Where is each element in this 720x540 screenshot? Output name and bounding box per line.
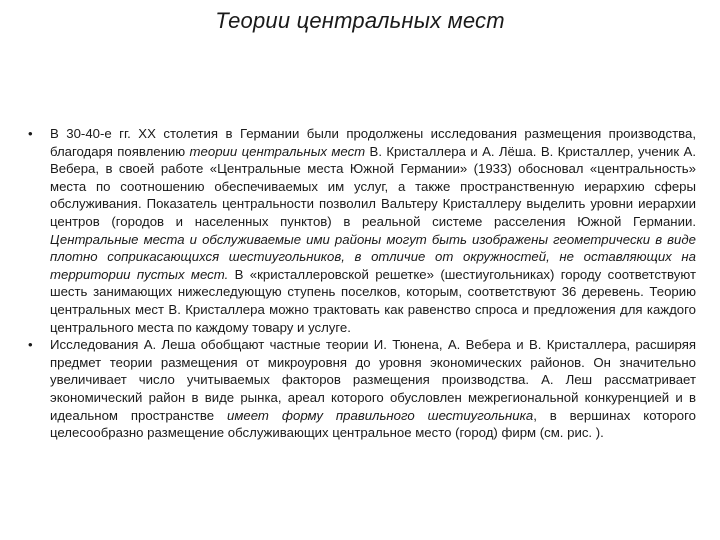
- bullet-item-2: [28, 336, 696, 442]
- text-segment: В «кристаллеровской решетке» (шестиугольниках) городу соответствуют шесть занимающих нижеследующую ступень поселков, которым, соответствуют 36 деревень. Теорию центральных мест В. Кристаллера можно трактовать как равенство спроса и предложения для каждого центрального места по каждому товару и услуге.: [50, 266, 697, 335]
- italic-statement: Центральные места и обслуживаемые ими районы могут быть изображены геометрически в виде плотно соприкасающихся шестиугольников, в отличие от окружностей, не оставляющих на территории пустых мест.: [50, 231, 696, 282]
- text-segment: Исследования А. Леша обобщают частные теории И. Тюнена, А. Вебера и В. Кристаллера, расширяя предмет теории размещения от микроуровня до уровня экономических районов. Он значительно увеличивает число учитываемых факторов размещения производства. А. Леш рассматривает экономический район в виде рынка, ареал которого обусловлен межрегиональной конкуренцией и в идеальном пространстве: [50, 337, 696, 423]
- bullet-item-1: [28, 125, 696, 336]
- bullet-marker: •: [28, 337, 33, 353]
- slide-title: Теории центральных мест: [215, 8, 505, 33]
- text-segment: , в вершинах которого целесообразно размещение обслуживающих центральное место (город) фирм (см. рис. ).: [50, 407, 696, 441]
- italic-term: теории центральных мест: [189, 143, 366, 159]
- bullet-list: [28, 125, 696, 442]
- italic-term: имеет форму правильного шестиугольника: [227, 407, 534, 423]
- bullet-marker: •: [28, 126, 33, 141]
- text-segment: В 30-40-е гг. ХХ столетия в Германии были продолжены исследования размещения производства, благодаря появлению: [50, 126, 696, 159]
- text-segment: В. Кристаллера и А. Лёша. В. Кристаллер, ученик А. Вебера, в своей работе «Центральные места Южной Германии» (1933) обосновал «центральность» места по соотношению обеспечиваемых им услуг, а также пространственную иерархию сферы обслуживания. Показатель центральности позволил Вальтеру Кристаллеру выделить уровни иерархии центров (городов и населенных пунктов) в реальной системе расселения Южной Германии.: [50, 143, 696, 229]
